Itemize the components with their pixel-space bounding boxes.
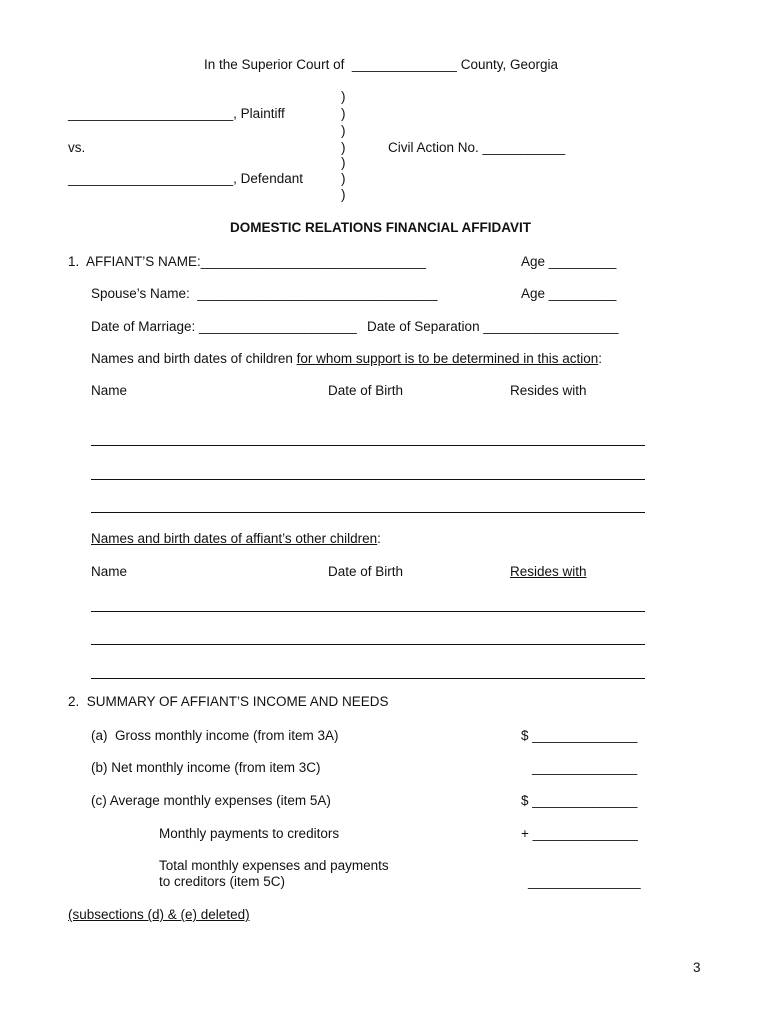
other-child-entry-line[interactable] bbox=[91, 611, 645, 612]
court-line: In the Superior Court of ______________ County, Georgia bbox=[204, 57, 558, 72]
document-title: DOMESTIC RELATIONS FINANCIAL AFFIDAVIT bbox=[230, 220, 531, 235]
caption-paren: ) bbox=[341, 123, 346, 138]
children-heading-suffix: : bbox=[598, 351, 603, 366]
date-of-separation-field[interactable]: Date of Separation __________________ bbox=[367, 319, 619, 334]
creditor-payments-label: Monthly payments to creditors bbox=[159, 826, 340, 841]
col-name: Name bbox=[91, 383, 128, 398]
caption-paren: ) bbox=[341, 171, 346, 186]
other-children-heading bbox=[91, 531, 381, 547]
section-2-heading: 2. SUMMARY OF AFFIANT’S INCOME AND NEEDS bbox=[68, 694, 389, 709]
creditor-payments-field[interactable]: + ______________ bbox=[521, 826, 638, 841]
total-expenses-label-cont: to creditors (item 5C) bbox=[159, 874, 286, 889]
affiant-age-field[interactable]: Age _________ bbox=[521, 254, 617, 269]
other-col-name: Name bbox=[91, 564, 128, 579]
spouse-age-field[interactable]: Age _________ bbox=[521, 286, 617, 301]
net-income-label: (b) Net monthly income (from item 3C) bbox=[91, 760, 321, 775]
affiant-name-field[interactable]: 1. AFFIANT’S NAME:______________________________ bbox=[68, 254, 427, 269]
versus-label: vs. bbox=[68, 140, 86, 155]
plaintiff-field[interactable]: ______________________, Plaintiff bbox=[68, 106, 285, 121]
date-of-marriage-field[interactable]: Date of Marriage: _____________________ bbox=[91, 319, 357, 334]
children-heading bbox=[91, 351, 602, 367]
children-heading-prefix: Names and birth dates of children bbox=[91, 351, 297, 366]
total-expenses-label: Total monthly expenses and payments bbox=[159, 858, 389, 873]
other-col-resides-with: Resides with bbox=[510, 564, 587, 579]
page-number: 3 bbox=[693, 960, 701, 975]
col-resides-with: Resides with bbox=[510, 383, 587, 398]
other-child-entry-line[interactable] bbox=[91, 644, 645, 645]
civil-action-field[interactable]: Civil Action No. ___________ bbox=[388, 140, 566, 155]
caption-paren: ) bbox=[341, 187, 346, 202]
caption-paren: ) bbox=[341, 89, 346, 104]
average-expenses-field[interactable]: $ ______________ bbox=[521, 793, 638, 808]
other-col-date-of-birth: Date of Birth bbox=[328, 564, 404, 579]
deleted-subsections-note: (subsections (d) & (e) deleted) bbox=[68, 907, 250, 922]
children-heading-underlined: for whom support is to be determined in this action bbox=[296, 351, 599, 366]
gross-income-label: (a) Gross monthly income (from item 3A) bbox=[91, 728, 339, 743]
child-entry-line[interactable] bbox=[91, 479, 645, 480]
child-entry-line[interactable] bbox=[91, 445, 645, 446]
other-child-entry-line[interactable] bbox=[91, 678, 645, 679]
net-income-field[interactable]: ______________ bbox=[532, 760, 638, 775]
child-entry-line[interactable] bbox=[91, 512, 645, 513]
other-children-heading-underlined: Names and birth dates of affiant’s other children bbox=[91, 531, 378, 546]
caption-paren: ) bbox=[341, 140, 346, 155]
spouse-name-field[interactable]: Spouse’s Name: ________________________________ bbox=[91, 286, 438, 301]
other-children-heading-suffix: : bbox=[377, 531, 381, 546]
average-expenses-label: (c) Average monthly expenses (item 5A) bbox=[91, 793, 331, 808]
caption-paren: ) bbox=[341, 106, 346, 121]
col-date-of-birth: Date of Birth bbox=[328, 383, 404, 398]
caption-paren: ) bbox=[341, 155, 346, 170]
total-expenses-field[interactable]: _______________ bbox=[528, 874, 641, 889]
gross-income-field[interactable]: $ ______________ bbox=[521, 728, 638, 743]
defendant-field[interactable]: ______________________, Defendant bbox=[68, 171, 303, 186]
